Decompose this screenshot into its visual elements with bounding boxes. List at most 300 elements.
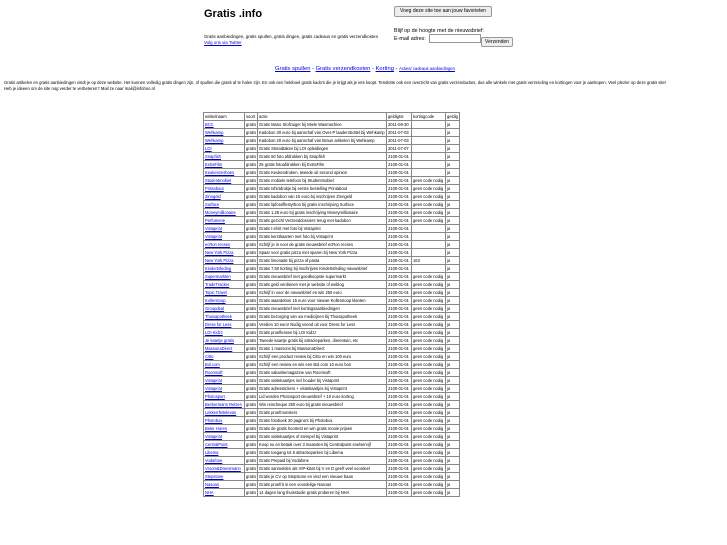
table-cell: Gratis kadobon van 15 euro bij inschrijven Zinngeld	[258, 193, 387, 201]
table-row	[204, 329, 460, 337]
table-row	[204, 241, 460, 249]
table-cell: ja	[446, 473, 460, 481]
table-cell: Gratis gezicht Verzenddossiers terug met kadobon	[258, 217, 387, 225]
table-row	[204, 249, 460, 257]
nav-link-korting[interactable]: Korting	[375, 66, 394, 72]
table-cell	[204, 137, 245, 145]
table-cell: 2100-01-01	[387, 177, 412, 185]
table-cell: ja	[446, 457, 460, 465]
table-cell: geen code nodig	[412, 401, 446, 409]
table-cell: 2100-01-01	[387, 417, 412, 425]
table-cell	[204, 217, 245, 225]
table-cell: ja	[446, 273, 460, 281]
table-cell	[204, 481, 245, 489]
nav-link-acties[interactable]: Acties/ cadeaus aanbiedingen	[399, 66, 455, 71]
table-cell: 2100-01-01	[387, 369, 412, 377]
table-cell	[412, 233, 446, 241]
table-row	[204, 265, 460, 273]
table-cell: 2100-01-01	[387, 409, 412, 417]
table-cell: geen code nodig	[412, 305, 446, 313]
table-cell: geen code nodig	[412, 185, 446, 193]
shop-link[interactable]: ExtraFilm	[205, 162, 223, 167]
intro-text	[4, 80, 724, 91]
table-cell: 2100-01-01	[387, 457, 412, 465]
table-cell: ja	[446, 249, 460, 257]
table-cell: geen code nodig	[412, 473, 446, 481]
table-cell: Gratis proeflessen bij LOI Kidzz	[258, 329, 387, 337]
table-cell: ja	[446, 369, 460, 377]
table-cell	[412, 153, 446, 161]
table-row	[204, 145, 460, 153]
table-cell: gratis	[246, 354, 257, 359]
shop-link[interactable]: Nasoas	[205, 482, 219, 487]
table-cell	[204, 193, 245, 201]
table-row	[204, 185, 460, 193]
table-cell: Gratis limonade bij pizza of pasta	[258, 257, 387, 265]
table-cell: Gratis toegang tot 6 attractieparken bij Libema	[258, 449, 387, 457]
table-cell	[204, 177, 245, 185]
shop-link[interactable]: Vistaprint	[205, 378, 222, 383]
table-cell	[412, 249, 446, 257]
shop-link[interactable]: Stepstone	[205, 474, 224, 479]
table-cell: Gratis visitekaartjes of stempel bij Vistaprint	[258, 433, 387, 441]
intro-line-1: Gratis artikelen en gratis aanbiedingen vindt je op deze website. Het kunnen volledig gratis dingen zijn, of spullen die gratis af te halen zijn. En ook een heleboel gratis kado's die je krijgt als je iets koopt. Tenslotte ook een overzicht van gratis verzendacties, dus alle winkels met gratis verzending en kortingen voor je aankopen. Veel plezier op deze gratis site!	[4, 80, 667, 85]
table-cell: geen code nodig	[412, 433, 446, 441]
table-row	[204, 369, 460, 377]
table-cell	[412, 129, 446, 137]
table-cell: ja	[446, 329, 460, 337]
table-cell: gratis	[246, 226, 257, 231]
table-row	[204, 473, 460, 481]
table-cell: gratis	[246, 322, 257, 327]
table-cell: Verdien 10 euro! Nodig vriend uit voor Dress for Less	[258, 321, 387, 329]
table-cell: gratis	[246, 130, 257, 135]
table-cell: Gratis t-shirt met foto bij Vistaprint	[258, 225, 387, 233]
table-row	[204, 353, 460, 361]
nav-separator: -	[370, 66, 376, 72]
table-cell: Gratis nieuwsbrief met kortingsaanbiedingen	[258, 305, 387, 313]
table-cell	[204, 449, 245, 457]
shop-link[interactable]: ecRon recses	[205, 242, 231, 247]
table-row	[204, 489, 460, 497]
table-row	[204, 409, 460, 417]
table-cell	[204, 257, 245, 265]
table-cell: gratis	[246, 482, 257, 487]
table-cell: gratis	[246, 186, 257, 191]
shop-link[interactable]: Kollerstoop	[205, 298, 226, 303]
table-cell: 2100-01-01	[387, 465, 412, 473]
table-cell: Kadobon 20 euro bij aanschaf van Braun artikelen bij Wehkamp	[258, 137, 387, 145]
nav-link-gratis-spullen[interactable]: Gratis spullen	[275, 66, 311, 72]
table-cell: Gratis 1 massons bij MassonaDirect	[258, 345, 387, 353]
shop-link[interactable]: Vodafone	[205, 458, 223, 463]
table-row	[204, 377, 460, 385]
table-cell	[204, 321, 245, 329]
table-row	[204, 169, 460, 177]
twitter-link[interactable]: Volg ons via Twitter	[204, 39, 242, 45]
table-cell: 2100-01-01	[387, 265, 412, 273]
table-cell: 2100-01-01	[387, 345, 412, 353]
table-row	[204, 321, 460, 329]
table-cell	[204, 273, 245, 281]
table-cell: geen code nodig	[412, 281, 446, 289]
table-cell: geen code nodig	[412, 201, 446, 209]
table-cell: ja	[446, 145, 460, 153]
table-cell: geen code nodig	[412, 425, 446, 433]
shop-link[interactable]: Libema	[205, 450, 219, 455]
table-cell: Gratis geld verdienen met je website of weblog	[258, 281, 387, 289]
site-tagline: Gratis aanbiedingen, gratis spullen, gratis dingen, gratis cadeaus en gratis verzendkosten	[204, 34, 379, 39]
table-cell	[412, 161, 446, 169]
shop-link[interactable]: Vistaprint	[205, 226, 222, 231]
shop-link[interactable]: Wehkamp	[205, 138, 224, 143]
table-cell: 2100-01-01	[387, 241, 412, 249]
table-cell: gratis	[246, 346, 257, 351]
table-row	[204, 457, 460, 465]
table-cell: ja	[446, 161, 460, 169]
shop-link[interactable]: Supermarkten	[205, 274, 231, 279]
table-cell	[204, 297, 245, 305]
table-cell: gratis	[246, 154, 257, 159]
table-cell: ja	[446, 217, 460, 225]
table-cell	[204, 409, 245, 417]
table-cell: gratis	[246, 314, 257, 319]
shop-link[interactable]: NHA	[205, 490, 214, 495]
table-cell: gratis	[246, 210, 257, 215]
table-cell: gratis	[246, 306, 257, 311]
add-to-favorites-button[interactable]: Voeg deze site toe aan jouw favorieten	[394, 6, 492, 17]
table-cell	[204, 249, 245, 257]
table-cell	[204, 457, 245, 465]
table-row	[204, 129, 460, 137]
table-cell	[412, 241, 446, 249]
table-cell: gratis	[246, 250, 257, 255]
table-cell	[204, 473, 245, 481]
table-cell	[204, 121, 245, 129]
header-cell: soort	[245, 113, 258, 121]
table-cell: Gratis Strandtaken bij LOI opleidingen	[258, 145, 387, 153]
table-cell: Gratis Prepaid bij Vodafone	[258, 457, 387, 465]
table-cell: Schrijf je in voor de gratis nieuwsbrief ecRon recses	[258, 241, 387, 249]
table-cell	[204, 209, 245, 217]
shop-link[interactable]: CentralPoint	[205, 442, 228, 447]
table-cell: 2100-01-01	[387, 193, 412, 201]
table-cell: gratis	[246, 282, 257, 287]
shop-link[interactable]: Keukenzeshoes	[205, 170, 235, 175]
shop-link[interactable]: Roomsoft	[205, 370, 223, 375]
table-cell: ja	[446, 361, 460, 369]
table-cell: gratis	[246, 442, 257, 447]
email-input[interactable]	[429, 34, 481, 43]
shop-link[interactable]: Printabout	[205, 186, 224, 191]
shop-link[interactable]: Thuisapotheek	[205, 314, 232, 319]
table-cell: 2011-07-07	[387, 145, 412, 153]
table-cell	[412, 225, 446, 233]
table-cell	[204, 233, 245, 241]
table-cell: ja	[446, 297, 460, 305]
table-cell	[204, 345, 245, 353]
table-cell: ja	[446, 257, 460, 265]
table-cell: Gratis kerstkaarten met foto bij Vistaprint	[258, 233, 387, 241]
table-cell: 2100-01-01	[387, 321, 412, 329]
table-cell: Gratis proefmonsters	[258, 409, 387, 417]
table-cell: 2100-01-01	[387, 201, 412, 209]
table-cell: ja	[446, 377, 460, 385]
shop-link[interactable]: Beter Horen	[205, 426, 228, 431]
table-cell: gratis	[246, 242, 257, 247]
intro-line-2: Heb je ideeen om de site nog verder te verbeteren? Mail ze naar mail@infohoo.nl	[4, 85, 155, 91]
table-cell	[204, 305, 245, 313]
shop-link[interactable]: Citto	[205, 354, 214, 359]
table-cell: gratis	[246, 122, 257, 127]
table-cell: 2011-07-03	[387, 129, 412, 137]
table-cell: Schrijf in voor de nieuwsbrief en win 250 euro	[258, 289, 387, 297]
table-cell: ja	[446, 409, 460, 417]
table-cell: geen code nodig	[412, 489, 446, 497]
table-cell: ja	[446, 281, 460, 289]
table-cell: 2100-01-01	[387, 401, 412, 409]
email-label: E-mail adres:	[394, 35, 426, 42]
shop-link[interactable]: Surface	[205, 202, 220, 207]
table-cell: 2100-01-01	[387, 361, 412, 369]
table-cell: ja	[446, 193, 460, 201]
shop-link[interactable]: Kindertsfeding	[205, 266, 232, 271]
table-cell: geen code nodig	[412, 337, 446, 345]
table-row	[204, 281, 460, 289]
table-cell	[412, 169, 446, 177]
table-cell	[412, 137, 446, 145]
shop-link[interactable]: Photobox	[205, 418, 223, 423]
table-row	[204, 481, 460, 489]
table-cell: gratis	[246, 178, 257, 183]
table-cell: gratis	[246, 146, 257, 151]
table-row	[204, 385, 460, 393]
table-cell: geen code nodig	[412, 217, 446, 225]
nav-separator: -	[310, 66, 316, 72]
table-cell	[204, 489, 245, 497]
shop-link[interactable]: Vistaprint	[205, 386, 222, 391]
shop-link[interactable]: Je kaartje gratis	[205, 338, 234, 343]
table-cell: gratis	[246, 170, 257, 175]
table-cell: geen code nodig	[412, 441, 446, 449]
table-cell	[204, 161, 245, 169]
shop-link[interactable]: Perfumerie	[205, 218, 226, 223]
table-cell: gratis	[246, 266, 257, 271]
table-cell	[204, 281, 245, 289]
table-cell: geen code nodig	[412, 393, 446, 401]
table-cell	[204, 385, 245, 393]
table-cell: ja	[446, 209, 460, 217]
table-cell	[412, 145, 446, 153]
table-cell	[204, 185, 245, 193]
table-cell: ja	[446, 433, 460, 441]
shop-link[interactable]: Photosport	[205, 394, 225, 399]
table-cell: geen code nodig	[412, 329, 446, 337]
table-row	[204, 153, 460, 161]
shop-link[interactable]: Groupdeal	[205, 306, 225, 311]
table-cell: ja	[446, 265, 460, 273]
table-row	[204, 217, 460, 225]
table-cell: 2100-01-01	[387, 249, 412, 257]
table-cell: 2100-01-01	[387, 257, 412, 265]
table-cell	[204, 377, 245, 385]
table-cell: ja	[446, 121, 460, 129]
table-cell: gratis	[246, 138, 257, 143]
table-cell: 2100-01-01	[387, 313, 412, 321]
shop-link[interactable]: LOI Kidzz	[205, 330, 223, 335]
table-cell: 2100-01-01	[387, 473, 412, 481]
table-cell: 2100-01-01	[387, 233, 412, 241]
table-header-row	[204, 113, 460, 121]
header-cell: geldigtot	[387, 113, 412, 121]
table-cell: 2100-01-01	[387, 441, 412, 449]
table-cell: 2100-01-01	[387, 425, 412, 433]
shop-link[interactable]: Vroom&Dreesmann	[205, 466, 241, 471]
table-row	[204, 177, 460, 185]
table-cell	[204, 313, 245, 321]
table-cell: geen code nodig	[412, 465, 446, 473]
table-cell: 25 gratis fotoafdrukken bij ExtraFilm	[258, 161, 387, 169]
table-cell	[204, 465, 245, 473]
table-cell	[204, 441, 245, 449]
table-row	[204, 465, 460, 473]
shop-link[interactable]: Moneymillionaire	[205, 210, 236, 215]
table-cell: 14 dagen lang thuisstudie gratis proberen bij NHA	[258, 489, 387, 497]
table-row	[204, 417, 460, 425]
table-cell: geen code nodig	[412, 417, 446, 425]
table-cell: gratis	[246, 338, 257, 343]
table-cell: ja	[446, 489, 460, 497]
table-row	[204, 257, 460, 265]
shop-link[interactable]: Vistaprint	[205, 234, 222, 239]
table-cell: geen code nodig	[412, 457, 446, 465]
table-cell: ja	[446, 321, 460, 329]
table-cell	[204, 265, 245, 273]
table-cell: Gratis Mario Stofzuiger bij Miele Wasmachine	[258, 121, 387, 129]
table-row	[204, 121, 460, 129]
table-row	[204, 393, 460, 401]
table-row	[204, 449, 460, 457]
newsletter-form	[394, 28, 484, 43]
table-cell: Gratis fotoboek 30 pagina's bij Photobox	[258, 417, 387, 425]
table-cell: 2100-01-01	[387, 185, 412, 193]
shop-link[interactable]: TradeTracker	[205, 282, 230, 287]
shop-link[interactable]: New York Pizza	[205, 250, 234, 255]
table-cell: ja	[446, 233, 460, 241]
table-cell: gratis	[246, 258, 257, 263]
table-cell	[204, 289, 245, 297]
shop-link[interactable]: Bol.com	[205, 362, 220, 367]
shop-link[interactable]: Topic Travel	[205, 290, 227, 295]
table-cell: Win reischeque 250 euro bij gratis nieuwsbrief	[258, 401, 387, 409]
table-cell: Gratis adresstickers + visitekaartjes bij Vistaprint	[258, 385, 387, 393]
table-row	[204, 201, 460, 209]
table-cell: 2100-01-01	[387, 153, 412, 161]
table-cell: ja	[446, 337, 460, 345]
table-cell: ja	[446, 185, 460, 193]
newsletter-heading: Blijf op de hoogte met de nieuwsbrief:	[394, 28, 484, 34]
table-cell	[204, 201, 245, 209]
table-cell: geen code nodig	[412, 377, 446, 385]
shop-link[interactable]: LOI	[205, 146, 212, 151]
table-cell: Gratis lipfoto/flestyrbon bij gratis inschrijving Surface	[258, 201, 387, 209]
table-cell: ja	[446, 425, 460, 433]
shop-link[interactable]: Wehkamp	[205, 130, 224, 135]
table-cell: gratis	[246, 298, 257, 303]
table-cell: gratis	[246, 418, 257, 423]
table-row	[204, 401, 460, 409]
newsletter-submit-button[interactable]: Verzenden	[481, 37, 513, 47]
table-cell: gratis	[246, 394, 257, 399]
table-cell: 2100-01-01	[387, 297, 412, 305]
table-cell: geen code nodig	[412, 449, 446, 457]
table-cell: geen code nodig	[412, 209, 446, 217]
table-cell: 2100-01-01	[387, 209, 412, 217]
table-cell: Gratis de gratis hoortest en win gratis mooie prijsen	[258, 425, 387, 433]
table-cell: Gratis vakantiemagazine van Roomsoft	[258, 369, 387, 377]
table-cell: gratis	[246, 490, 257, 495]
table-cell	[204, 361, 245, 369]
table-cell	[204, 425, 245, 433]
table-cell: ja	[446, 345, 460, 353]
shop-link[interactable]: Zinngeld	[205, 194, 221, 199]
shop-link[interactable]: MassonaDirect	[205, 346, 233, 351]
table-cell: Gratis mobiele telefoon bij Studentmobiel	[258, 177, 387, 185]
table-row	[204, 233, 460, 241]
table-cell: 2100-01-01	[387, 169, 412, 177]
table-cell: Lid worden Photosport nieuwsbrief + 10 euro korting	[258, 393, 387, 401]
table-cell: geen code nodig	[412, 385, 446, 393]
shop-link[interactable]: Vistaprint	[205, 434, 222, 439]
table-cell: gratis	[246, 410, 257, 415]
table-cell: gratis	[246, 458, 257, 463]
table-cell: geen code nodig	[412, 193, 446, 201]
table-cell: gratis	[246, 434, 257, 439]
shop-link[interactable]: Studentmobiel	[205, 178, 232, 183]
table-row	[204, 337, 460, 345]
table-cell: ja	[446, 481, 460, 489]
table-cell	[204, 225, 245, 233]
table-cell: ja	[446, 201, 460, 209]
shop-link[interactable]: Snapfish	[205, 154, 221, 159]
table-cell: Tweede kaartje gratis bij attracleparken, dierentuin, etc	[258, 337, 387, 345]
table-cell: Gratis je CV op Stepstone en vind een nieuwe baan	[258, 473, 387, 481]
table-cell: gratis	[246, 370, 257, 375]
table-cell: geen code nodig	[412, 177, 446, 185]
table-cell: Gratis visitekaartjes incl houder bij Vistaprint	[258, 377, 387, 385]
table-cell: ja	[446, 353, 460, 361]
table-cell: ja	[446, 153, 460, 161]
table-cell: geen code nodig	[412, 321, 446, 329]
shop-link[interactable]: Lekkerrfeitelevan	[205, 410, 237, 415]
table-cell: ja	[446, 225, 460, 233]
table-cell: gratis	[246, 378, 257, 383]
shop-link[interactable]: New York Pizza	[205, 258, 234, 263]
table-cell: Gratis Keukendruken, tweede uit second opinion	[258, 169, 387, 177]
table-cell: 2100-01-01	[387, 273, 412, 281]
shop-link[interactable]: Beckermann Reizen	[205, 402, 242, 407]
nav-link-gratis-verzendkosten[interactable]: Gratis verzendkosten	[315, 66, 371, 72]
table-cell	[204, 401, 245, 409]
table-cell: Gratis tshirtdrukje bij eerste bestelling Printabout	[258, 185, 387, 193]
table-cell: gratis	[246, 466, 257, 471]
table-row	[204, 305, 460, 313]
shop-link[interactable]: Dress for Less	[205, 322, 232, 327]
table-cell: Schrijf een review en win een Bol.com 10 euro bon	[258, 361, 387, 369]
table-cell: gratis	[246, 202, 257, 207]
table-cell: Gratis waardebon 15 euro voor nieuwe Kollerstoop klanten	[258, 297, 387, 305]
shop-link[interactable]: BCC	[205, 122, 214, 127]
